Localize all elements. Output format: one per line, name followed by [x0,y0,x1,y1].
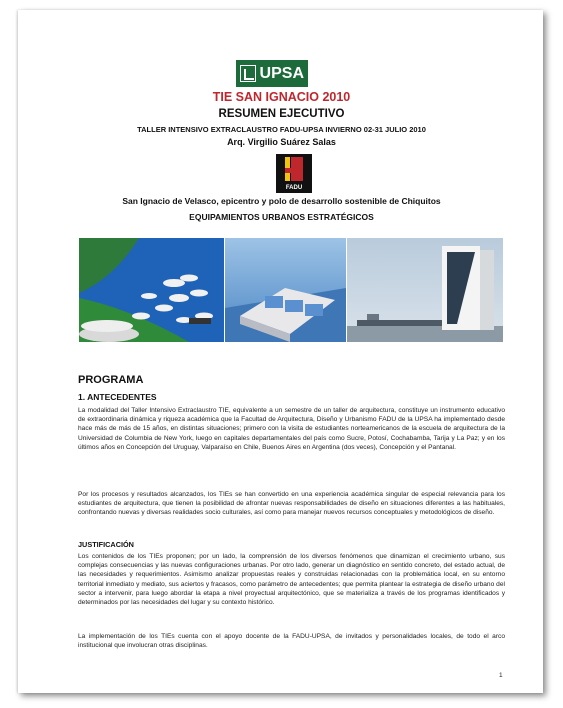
upsa-logo-text: UPSA [259,65,304,82]
event-title: TIE SAN IGNACIO 2010 [212,90,351,104]
paragraph-3: Los contenidos de los TIEs proponen; por un lado, la comprensión de los diversos fenómenos que dinamizan el crecimiento urbano, sus complejas consecuencias y las nuevas configuraciones urbanas. Por otro lado, generar un diagnóstico en sentido concreto, del estado actual, de las necesidades y requerimientos. Asimismo analizar propuestas reales y construidas relacionadas con la problemática local, en su entorno territorial inmediato y mediato, sus aciertos y fracasos, como parámetro de antecedentes; que permita plantear la estrategia de diseño urbano del sector a intervenir, para luego abordar la etapa a nivel proyectual arquitectónico, que se materializa a través de los programas identificados y determinados por las necesidades del lugar y su contexto histórico. [78,553,505,607]
author-name: Arq. Virgilio Suárez Salas [227,137,336,147]
render-image-model [225,238,346,342]
section-heading-justificacion: JUSTIFICACIÓN [78,540,134,549]
render-image-building [347,238,503,342]
fadu-logo [276,154,312,193]
paragraph-1: La modalidad del Taller Intensivo Extraclaustro TIE, equivalente a un semestre de un taller de arquitectura, constituye un instrumento educativo de extraordinaria dinámica y riqueza académica que la Facultad de Arquitectura, Diseño y Urbanismo FADU de la UPSA ha implementado desde hace más de más de 15 años, en distintas situaciones; primero con la visita de estudiantes norteamericanos de la escuela de arquitectura de la Universidad de Columbia de New York, luego en capitales departamentales del país como Sucre, Potosí, Cochabamba, Tarija y La Paz; y en los últimos años en Concepción del Uruguay, Valparaíso en Chile, Buenos Aires en Argentina (dos veces), Concepción y el Pantanal. [78,407,505,451]
workshop-line: TALLER INTENSIVO EXTRACLAUSTRO FADU-UPSA INVIERNO 02-31 JULIO 2010 [137,125,426,134]
render-image-platforms [79,238,224,342]
section-heading-antecedentes: 1. ANTECEDENTES [78,392,157,402]
section-heading-equipamientos: EQUIPAMIENTOS URBANOS ESTRATÉGICOS [189,212,374,222]
page-number: 1 [499,672,503,679]
fadu-logo-text: FADU [285,185,303,191]
section-heading-programa: PROGRAMA [78,374,144,386]
document-title: RESUMEN EJECUTIVO [218,108,345,120]
document-subtitle: San Ignacio de Velasco, epicentro y polo de desarrollo sostenible de Chiquitos [122,196,441,206]
paragraph-4: La implementación de los TIEs cuenta con el apoyo docente de la FADU-UPSA, de invitados y personalidades locales, de todo el arco institucional que involucran otras disciplinas. [78,633,505,650]
upsa-logo [236,60,308,87]
paragraph-2: Por los procesos y resultados alcanzados, los TIEs se han convertido en una experiencia académica singular de especial relevancia para los estudiantes de arquitectura, que tienen la posibilidad de afrontar nuevas responsabilidades de diseño en situaciones diferentes a las habituales, confrontando nuevas y diversas realidades socio culturales, así como para manejar nuevos recursos conceptuales y metodológicos de diseño. [78,491,505,517]
upsa-logo-mark-icon [240,65,256,82]
